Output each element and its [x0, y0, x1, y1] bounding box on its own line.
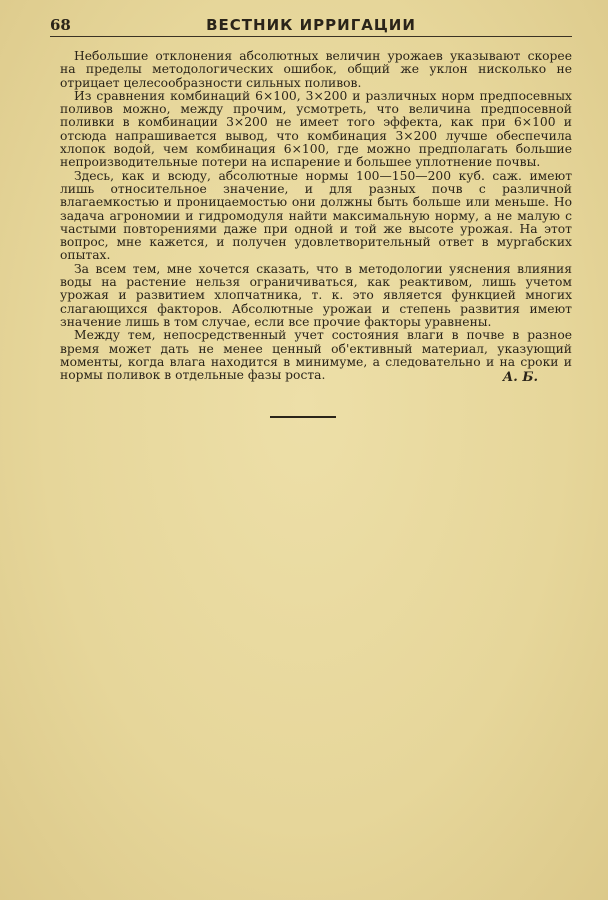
end-divider — [270, 416, 336, 418]
paragraph: Между тем, непосредственный учет состояния влаги в почве в разное время может дать не менее ценный об'ективный материал, указующий моменты, когда влага находится в минимуме, а следовательно и на сроки и нормы поливок в отдельные фазы роста. — [60, 328, 572, 383]
author-signature: А. Б. — [502, 370, 538, 385]
page-number: 68 — [50, 16, 71, 34]
page-header — [50, 14, 572, 37]
article-body — [60, 50, 572, 382]
paragraph: Из сравнения комбинаций 6×100, 3×200 и различных норм предпосевных поливов можно, между прочим, усмотреть, что величина предпосевной поливки в комбинации 3×200 не имеет того эффекта, как при 6×100 и отсюда напрашивается вывод, что комбинация 3×200 лучше обеспечила хлопок водой, чем комбинация 6×100, где можно предполагать большие непроизводительные потери на испарение и большее уплотнение почвы. — [60, 88, 572, 170]
journal-title: ВЕСТНИК ИРРИГАЦИИ — [206, 16, 416, 34]
paragraph: Небольшие отклонения абсолютных величин урожаев указывают скорее на пределы методологических ошибок, общий же уклон нисколько не отрицает целесообразности сильных поливов. — [60, 49, 572, 90]
paragraph: За всем тем, мне хочется сказать, что в методологии уяснения влияния воды на растение нельзя ограничиваться, как реактивом, лишь учетом урожая и развитием хлопчатника, т. к. это является функцией многих слагающихся факторов. Абсолютные урожаи и степень развития имеют значение лишь в том случае, если все прочие факторы уравнены. — [60, 261, 572, 329]
paragraph: Здесь, как и всюду, абсолютные нормы 100—150—200 куб. саж. имеют лишь относительное значение, и для разных почв с различной влагаемкостью и проницаемостью они должны быть больше или меньше. Но задача агрономии и гидромодуля найти максимальную норму, а не малую с частыми повторениями даже при одной и той же высоте урожая. На этот вопрос, мне кажется, и получен удовлетворительный ответ в мургабских опытах. — [60, 168, 572, 263]
